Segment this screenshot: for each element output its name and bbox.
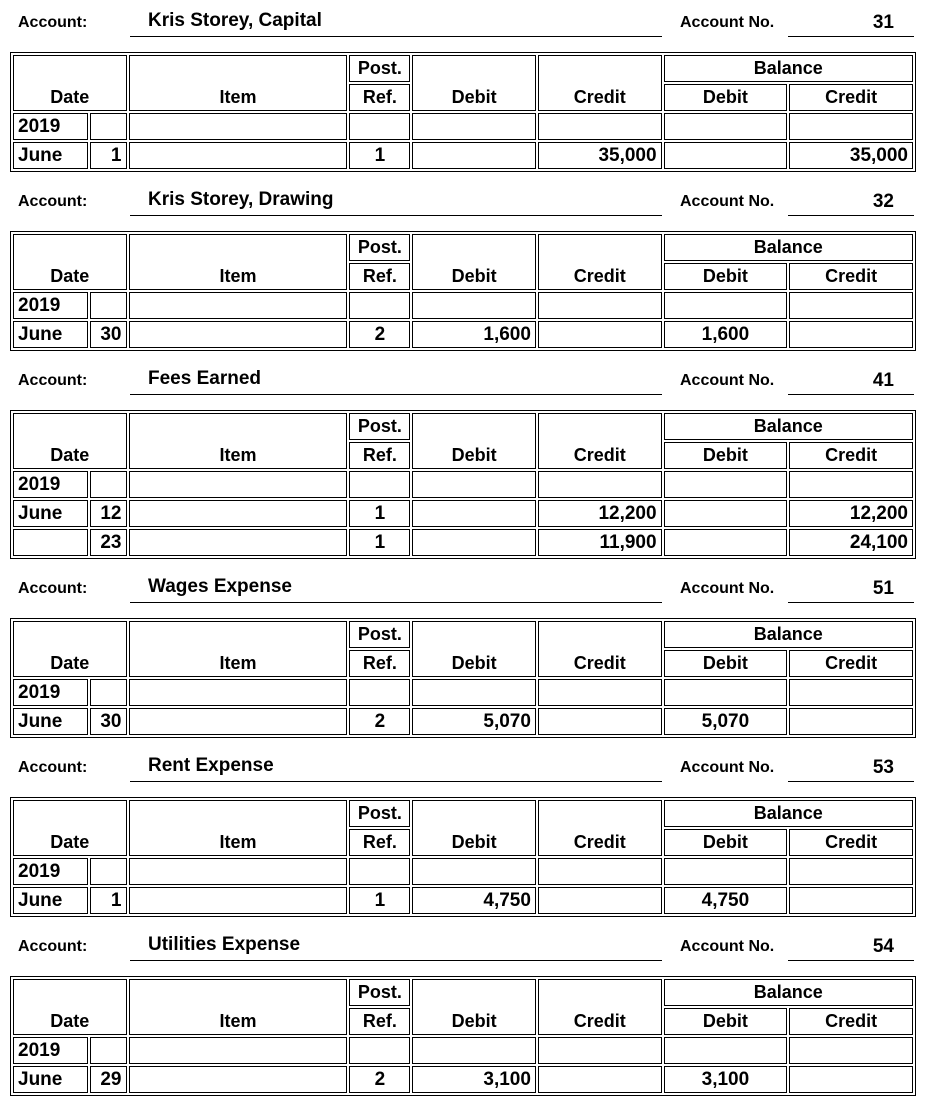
balance-debit-cell [664,679,788,706]
account-number: 31 [872,12,894,33]
balance-debit-header: Debit [664,829,788,856]
balance-credit-cell [789,292,913,319]
balance-debit-cell [664,113,788,140]
account-name-underline [130,781,662,782]
debit-header: Debit [412,413,536,469]
table-row [13,292,913,319]
debit-header: Debit [412,800,536,856]
balance-credit-cell: 35,000 [789,142,913,169]
ledger-table [10,231,916,351]
balance-credit-cell [789,887,913,914]
post-header: Post. [349,234,410,261]
post-ref-cell: 2 [349,321,410,348]
post-ref-cell [349,113,410,140]
ledger-account [0,745,928,924]
balance-credit-cell [789,1037,913,1064]
balance-credit-cell [789,321,913,348]
account-number-underline [788,781,914,782]
year-cell: 2019 [13,858,88,885]
item-cell [129,142,348,169]
header-row [13,55,913,82]
credit-cell [538,1037,662,1064]
account-label: Account: [18,372,88,389]
post-ref-cell [349,471,410,498]
balance-debit-cell [664,471,788,498]
item-header: Item [129,413,348,469]
post-ref-cell: 2 [349,1066,410,1093]
debit-cell [412,858,536,885]
credit-cell [538,679,662,706]
account-number-label: Account No. [680,14,775,31]
balance-debit-cell [664,529,788,556]
day-cell: 1 [90,142,127,169]
balance-debit-cell: 3,100 [664,1066,788,1093]
item-header: Item [129,234,348,290]
credit-header: Credit [538,979,662,1035]
post-ref-cell: 1 [349,142,410,169]
account-name: Utilities Expense [148,934,301,955]
balance-debit-cell: 5,070 [664,708,788,735]
account-number-underline [788,960,914,961]
account-label: Account: [18,14,88,31]
balance-debit-cell [664,1037,788,1064]
date-header: Date [13,413,127,469]
debit-cell [412,1037,536,1064]
day-cell [90,679,127,706]
item-cell [129,292,348,319]
account-label: Account: [18,580,88,597]
table-row [13,1037,913,1064]
table-row [13,529,913,556]
account-name-underline [130,36,662,37]
item-header: Item [129,979,348,1035]
balance-debit-cell [664,292,788,319]
debit-header: Debit [412,55,536,111]
balance-header: Balance [664,621,913,648]
ref-header: Ref. [349,1008,410,1035]
balance-credit-header: Credit [789,1008,913,1035]
post-ref-cell: 1 [349,529,410,556]
balance-debit-cell [664,500,788,527]
balance-debit-cell: 1,600 [664,321,788,348]
post-ref-cell [349,858,410,885]
table-row [13,321,913,348]
day-cell: 29 [90,1066,127,1093]
balance-credit-cell [789,858,913,885]
ledger-table [10,410,916,559]
account-number-underline [788,394,914,395]
balance-credit-cell [789,679,913,706]
debit-header: Debit [412,621,536,677]
balance-credit-header: Credit [789,650,913,677]
post-header: Post. [349,800,410,827]
ledger-account [0,179,928,358]
item-cell [129,471,348,498]
post-ref-cell [349,679,410,706]
day-cell [90,292,127,319]
account-number-underline [788,602,914,603]
credit-header: Credit [538,621,662,677]
ledger-table [10,618,916,738]
item-cell [129,887,348,914]
date-header: Date [13,234,127,290]
item-header: Item [129,621,348,677]
credit-cell: 35,000 [538,142,662,169]
item-cell [129,1066,348,1093]
account-label: Account: [18,759,88,776]
header-row [13,234,913,261]
balance-debit-cell [664,142,788,169]
ledger-table [10,52,916,172]
date-header: Date [13,621,127,677]
credit-cell: 11,900 [538,529,662,556]
balance-debit-header: Debit [664,1008,788,1035]
balance-credit-header: Credit [789,84,913,111]
debit-header: Debit [412,234,536,290]
balance-credit-cell [789,471,913,498]
credit-cell: 12,200 [538,500,662,527]
account-name: Rent Expense [148,755,274,776]
item-header: Item [129,800,348,856]
header-row [13,800,913,827]
post-ref-cell [349,1037,410,1064]
ledger-table [10,976,916,1096]
balance-debit-header: Debit [664,650,788,677]
account-number: 32 [872,191,894,212]
month-cell: June [13,708,88,735]
balance-debit-header: Debit [664,263,788,290]
month-cell: June [13,1066,88,1093]
table-row [13,679,913,706]
balance-header: Balance [664,979,913,1006]
credit-header: Credit [538,800,662,856]
account-number: 53 [872,757,894,778]
day-cell [90,858,127,885]
debit-cell [412,142,536,169]
post-ref-cell [349,292,410,319]
credit-cell [538,887,662,914]
account-number-label: Account No. [680,580,775,597]
ref-header: Ref. [349,650,410,677]
balance-debit-header: Debit [664,442,788,469]
credit-cell [538,471,662,498]
balance-credit-cell: 12,200 [789,500,913,527]
day-cell [90,113,127,140]
item-cell [129,1037,348,1064]
header-row [13,621,913,648]
table-row [13,1066,913,1093]
account-number-label: Account No. [680,759,775,776]
balance-credit-header: Credit [789,829,913,856]
account-number-label: Account No. [680,372,775,389]
debit-cell [412,529,536,556]
day-cell [90,1037,127,1064]
year-cell: 2019 [13,292,88,319]
month-cell: June [13,142,88,169]
ref-header: Ref. [349,84,410,111]
day-cell [90,471,127,498]
ledger-account [0,0,928,179]
item-cell [129,708,348,735]
debit-cell: 5,070 [412,708,536,735]
account-number: 41 [872,370,894,391]
ref-header: Ref. [349,442,410,469]
credit-cell [538,708,662,735]
year-cell: 2019 [13,113,88,140]
date-header: Date [13,55,127,111]
credit-header: Credit [538,234,662,290]
account-number-label: Account No. [680,193,775,210]
post-ref-cell: 2 [349,708,410,735]
balance-credit-cell [789,113,913,140]
balance-header: Balance [664,234,913,261]
day-cell: 1 [90,887,127,914]
table-row [13,500,913,527]
debit-cell: 4,750 [412,887,536,914]
post-header: Post. [349,979,410,1006]
account-name-underline [130,215,662,216]
balance-debit-cell [664,858,788,885]
account-name-underline [130,394,662,395]
credit-cell [538,292,662,319]
header-row [13,413,913,440]
credit-cell [538,321,662,348]
month-cell: June [13,887,88,914]
account-name: Wages Expense [148,576,292,597]
date-header: Date [13,979,127,1035]
post-ref-cell: 1 [349,887,410,914]
item-cell [129,321,348,348]
table-row [13,887,913,914]
account-name-underline [130,960,662,961]
day-cell: 30 [90,321,127,348]
account-number-underline [788,215,914,216]
table-row [13,858,913,885]
month-cell: June [13,500,88,527]
credit-cell [538,1066,662,1093]
account-name: Fees Earned [148,368,261,389]
table-row [13,708,913,735]
credit-cell [538,858,662,885]
balance-credit-header: Credit [789,263,913,290]
balance-debit-header: Debit [664,84,788,111]
debit-cell [412,113,536,140]
year-cell: 2019 [13,1037,88,1064]
item-cell [129,529,348,556]
account-label: Account: [18,193,88,210]
post-header: Post. [349,621,410,648]
item-cell [129,500,348,527]
item-cell [129,679,348,706]
credit-cell [538,113,662,140]
credit-header: Credit [538,413,662,469]
ledger-account [0,924,928,1103]
ledger-account [0,566,928,745]
month-cell: June [13,321,88,348]
balance-debit-cell: 4,750 [664,887,788,914]
debit-cell [412,471,536,498]
balance-credit-header: Credit [789,442,913,469]
date-header: Date [13,800,127,856]
day-cell: 30 [90,708,127,735]
year-cell: 2019 [13,471,88,498]
table-row [13,113,913,140]
account-number: 54 [872,936,894,957]
balance-header: Balance [664,55,913,82]
year-cell: 2019 [13,679,88,706]
day-cell: 12 [90,500,127,527]
post-header: Post. [349,413,410,440]
debit-cell [412,292,536,319]
item-cell [129,858,348,885]
balance-credit-cell [789,708,913,735]
table-row [13,471,913,498]
account-name-underline [130,602,662,603]
account-name: Kris Storey, Capital [148,10,322,31]
balance-credit-cell [789,1066,913,1093]
debit-cell: 3,100 [412,1066,536,1093]
debit-cell [412,679,536,706]
month-cell [13,529,88,556]
debit-header: Debit [412,979,536,1035]
post-header: Post. [349,55,410,82]
account-name: Kris Storey, Drawing [148,189,334,210]
ref-header: Ref. [349,829,410,856]
account-number-label: Account No. [680,938,775,955]
debit-cell [412,500,536,527]
balance-credit-cell: 24,100 [789,529,913,556]
day-cell: 23 [90,529,127,556]
ref-header: Ref. [349,263,410,290]
header-row [13,979,913,1006]
item-cell [129,113,348,140]
balance-header: Balance [664,800,913,827]
post-ref-cell: 1 [349,500,410,527]
ledger-account [0,358,928,553]
table-row [13,142,913,169]
ledger-table [10,797,916,917]
account-number: 51 [872,578,894,599]
debit-cell: 1,600 [412,321,536,348]
balance-header: Balance [664,413,913,440]
account-number-underline [788,36,914,37]
credit-header: Credit [538,55,662,111]
account-label: Account: [18,938,88,955]
item-header: Item [129,55,348,111]
